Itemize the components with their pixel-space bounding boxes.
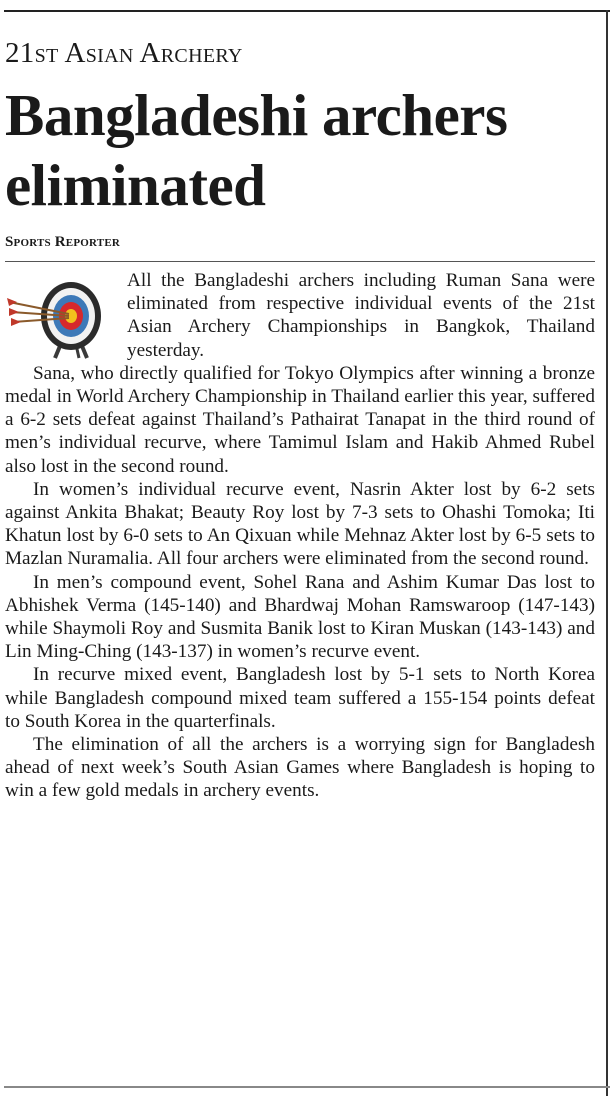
news-article xyxy=(5,38,595,803)
article-kicker: 21st Asian Archery xyxy=(5,37,243,69)
article-paragraph: In women’s individual recurve event, Nasrin Akter lost by 6-2 sets against Ankita Bhakat; Beauty Roy lost by 7-3 sets to Ohashi Tomoka; Iti Khatun lost by 6-0 sets to An Qixuan while Mehnaz Akter lost by 6-5 sets to Mazlan Nuramalia. All four archers were eliminated from the second round. xyxy=(5,478,595,570)
article-paragraph: In men’s compound event, Sohel Rana and Ashim Kumar Das lost to Abhishek Verma (145-140) and Bhardwaj Mohan Ramswaroop (147-143) while Shaymoli Roy and Susmita Banik lost to Kiran Muskan (143-143) and Lin Ming-Ching (143-137) in women’s recurve event. xyxy=(5,571,595,663)
article-body xyxy=(5,269,595,803)
article-paragraph: All the Bangladeshi archers including Ruman Sana were eliminated from respective individual events of the 21st Asian Archery Championships in Bangkok, Thailand yesterday. xyxy=(127,270,595,361)
article-paragraph: Sana, who directly qualified for Tokyo Olympics after winning a bronze medal in World Archery Championship in Thailand earlier this year, suffered a 6-2 sets defeat against Thailand’s Pathairat Tanapat in the third round of men’s individual recurve, where Tamimul Islam and Hakib Ahmed Rubel also lost in the second round. xyxy=(5,362,595,477)
bottom-rule xyxy=(4,1086,610,1088)
article-paragraph: The elimination of all the archers is a worrying sign for Bangladesh ahead of next week’s South Asian Games where Bangladesh is hoping to win a few gold medals in archery events. xyxy=(5,734,595,802)
article-headline: Bangladeshi archers eliminated xyxy=(5,82,508,218)
archery-target-icon xyxy=(5,272,117,360)
article-paragraph: In recurve mixed event, Bangladesh lost by 5-1 sets to North Korea while Bangladesh compound mixed team suffered a 155-154 points defeat to South Korea in the quarterfinals. xyxy=(5,664,595,732)
column-rule xyxy=(606,10,608,1096)
byline-divider xyxy=(5,261,595,262)
article-byline: Sports Reporter xyxy=(5,234,120,250)
top-rule xyxy=(4,10,610,12)
